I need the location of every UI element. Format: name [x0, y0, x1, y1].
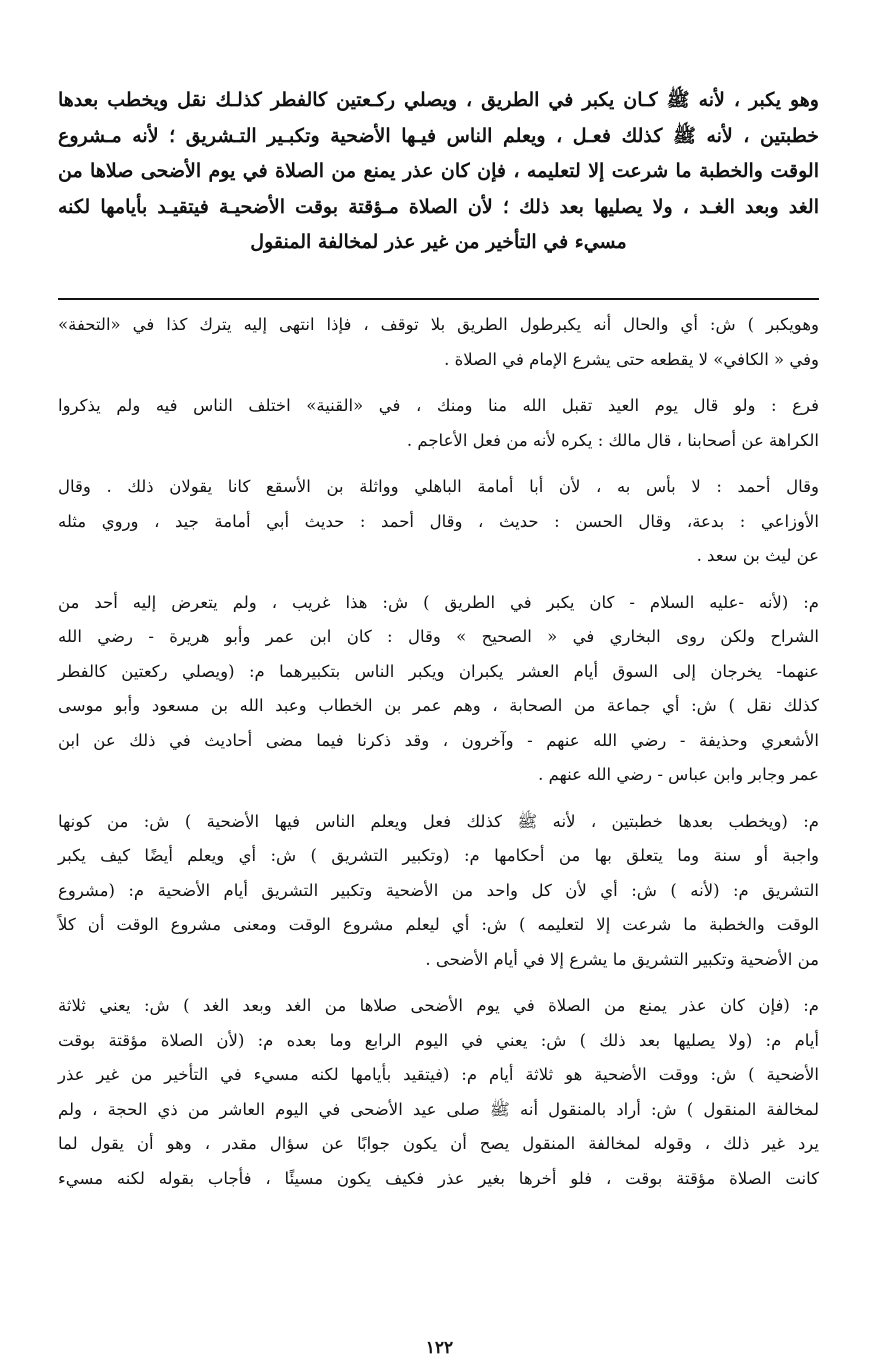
- commentary-line: وقال أحمد : لا بأس به ، لأن أبا أمامة الباهلي وواثلة بن الأسقع كانا يقولان ذلك . وقال: [58, 477, 819, 496]
- commentary-line: فرع : ولو قال يوم العيد تقبل الله منا ومنك ، في «القنية» اختلف الناس فيه ولم يذكروا: [58, 396, 819, 415]
- matn-main-text: [58, 83, 819, 261]
- matn-line: وهو يكبر ، لأنه ﷺ كـان يكبر في الطريق ، ويصلي ركـعتين كالفطر كذلـك نقل ويخطب بعدها: [58, 89, 819, 111]
- commentary-paragraph: [58, 805, 819, 978]
- commentary-line: الأوزاعي : بدعة، وقال الحسن : حديث ، وقال أحمد : حديث أبي أمامة جيد ، وروي مثله: [58, 511, 819, 531]
- commentary-paragraph: [58, 308, 819, 377]
- matn-line: الوقت والخطبة ما شرعت إلا لتعليمه ، فإن كان عذر يمنع من الصلاة في يوم الأضحى صلاها من: [58, 160, 819, 182]
- commentary-paragraph: [58, 389, 819, 458]
- commentary-line: أيام م: (ولا يصليها بعد ذلك ) ش: يعني في اليوم الرابع وما بعده م: (لأن الصلاة مؤقتة بوقت: [58, 1030, 819, 1050]
- sharh-commentary: [58, 308, 819, 1208]
- commentary-line: الشراح ولكن روى البخاري في « الصحيح » وقال : كان ابن عمر وأبو هريرة - رضي الله: [58, 627, 819, 646]
- commentary-line: يرد غير ذلك ، وقوله لمخالفة المنقول يصح أن يكون جوابًا عن سؤال مقدر ، وهو أن يقول لما: [58, 1134, 819, 1153]
- commentary-line: كانت الصلاة مؤقتة بوقت ، فلو أخرها بغير عذر فكيف يكون مسيئًا ، فأجاب بقوله لكنه مسيء: [58, 1168, 819, 1188]
- commentary-paragraph: [58, 586, 819, 793]
- commentary-line: واجبة أو سنة وما يتعلق بها من أحكامها م: (وتكبير التشريق ) ش: أي ويعلم أيضًا كيف يكبر: [58, 846, 819, 865]
- commentary-line: لمخالفة المنقول ) ش: أراد بالمنقول أنه ﷺ صلى عيد الأضحى في اليوم العاشر من ذي الحجة ، ولم: [58, 1099, 819, 1119]
- separator-rule: [58, 298, 819, 300]
- commentary-paragraph: [58, 989, 819, 1196]
- commentary-line: م: (فإن كان عذر يمنع من الصلاة في يوم الأضحى صلاها من الغد وبعد الغد ) ش: يعني ثلاثة: [58, 996, 819, 1015]
- commentary-line: عنهما- يخرجان إلى السوق أيام العشر يكبران ويكبر الناس بتكبيرهما م: (ويصلي ركعتين كالفطر: [58, 661, 819, 681]
- matn-line: خطبتين ، لأنه ﷺ كذلك فعـل ، ويعلم الناس فيـها الأضحية وتكبـير التـشريق ؛ لأنه مـشروع: [58, 124, 819, 147]
- commentary-line: وفي « الكافي» لا يقطعه حتى يشرع الإمام في الصلاة .: [444, 349, 819, 369]
- commentary-line: م: (ويخطب بعدها خطبتين ، لأنه ﷺ كذلك فعل ويعلم الناس فيها الأضحية ) ش: من كونها: [58, 811, 819, 831]
- commentary-line: الأضحية ) ش: ووقت الأضحية هو ثلاثة أيام م: (فيتقيد بأيامها لكنه مسيء في التأخير من غير عذر: [58, 1065, 819, 1084]
- commentary-line: كذلك نقل ) ش: أي جماعة من الصحابة ، وهم عمر بن الخطاب وعبد الله بن مسعود وأبو موسى: [58, 696, 819, 715]
- commentary-line: التشريق م: (لأنه ) ش: أي لأن كل واحد من الأضحية وتكبير التشريق أيام الأضحية م: (مشروع: [58, 880, 819, 900]
- commentary-line: من الأضحية وتكبير التشريق ما يشرع إلا في أيام الأضحى .: [425, 949, 819, 969]
- page-number: ١٢٢: [425, 1338, 454, 1358]
- commentary-line: الكراهة عن أصحابنا ، قال مالك : يكره لأنه من فعل الأعاجم .: [406, 430, 819, 450]
- commentary-line: م: (لأنه -عليه السلام - كان يكبر في الطريق ) ش: هذا غريب ، ولم يتعرض إليه أحد من: [58, 592, 819, 612]
- matn-line: مسيء في التأخير من غير عذر لمخالفة المنقول: [250, 231, 627, 253]
- commentary-line: عن ليث بن سعد .: [696, 546, 819, 565]
- commentary-line: الأشعري وحذيفة - رضي الله عنهم - وآخرون ، وقد ذكرنا فيما مضى أحاديث في ذلك عن ابن: [58, 730, 819, 750]
- commentary-line: عمر وجابر وابن عباس - رضي الله عنهم .: [538, 765, 819, 784]
- commentary-paragraph: [58, 470, 819, 574]
- commentary-line: وهويكبر ) ش: أي والحال أنه يكبرطول الطريق بلا توقف ، فإذا انتهى إليه يترك كذا في «التحفة»: [58, 315, 819, 334]
- commentary-line: الوقت والخطبة ما شرعت إلا لتعليمه ) ش: أي ليعلم مشروع الوقت ومعنى مشروع الوقت أن كلاً: [58, 915, 819, 934]
- matn-line: الغد وبعد الغـد ، ولا يصليها بعد ذلك ؛ لأن الصلاة مـؤقتة بوقت الأضحيـة فيتقيـد بأيامها لكنه: [58, 195, 819, 218]
